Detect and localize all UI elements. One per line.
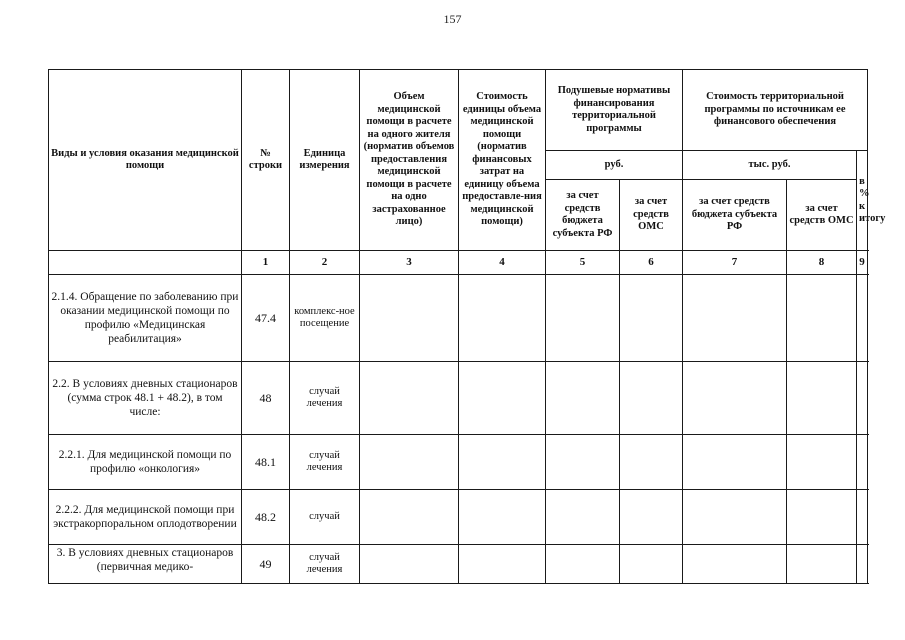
table-row <box>49 275 868 362</box>
row-unit: комплекс-ное посещение <box>290 275 360 362</box>
row-unit: случай лечения <box>290 362 360 435</box>
empty-cell <box>360 435 459 490</box>
header-unit: Единица измерения <box>290 70 360 251</box>
row-unit: случай <box>290 490 360 545</box>
column-number: 3 <box>360 251 459 275</box>
column-number: 2 <box>290 251 360 275</box>
empty-cell <box>459 435 546 490</box>
empty-cell <box>459 545 546 584</box>
header-budget-subject-thous: за счет средств бюджета субъекта РФ <box>683 180 787 251</box>
header-volume: Объем медицинской помощи в расчете на одного жителя (норматив объемов предоставления медицинской помощи в расчете на одно застрахованное лицо) <box>360 70 459 251</box>
empty-cell <box>683 275 787 362</box>
empty-cell <box>546 545 620 584</box>
row-code: 48.2 <box>242 490 290 545</box>
row-unit: случай лечения <box>290 545 360 584</box>
column-number-blank <box>49 251 242 275</box>
row-label: 2.1.4. Обращение по заболеванию при оказании медицинской помощи по профилю «Медицинская реабилитация» <box>49 275 242 362</box>
header-program-cost: Стоимость территориальной программы по источникам ее финансового обеспечения <box>683 70 868 151</box>
header-per-capita: Подушевые нормативы финансирования территориальной программы <box>546 70 683 151</box>
empty-cell <box>360 275 459 362</box>
row-code: 49 <box>242 545 290 584</box>
empty-cell <box>546 362 620 435</box>
empty-cell <box>546 435 620 490</box>
empty-cell <box>620 490 683 545</box>
header-budget-subject-rub: за счет средств бюджета субъекта РФ <box>546 180 620 251</box>
empty-cell <box>620 362 683 435</box>
row-label: 2.2.1. Для медицинской помощи по профилю «онкология» <box>49 435 242 490</box>
row-code: 48 <box>242 362 290 435</box>
column-number: 7 <box>683 251 787 275</box>
row-label: 3. В условиях дневных стационаров (первичная медико- <box>49 545 242 584</box>
table-row <box>49 490 868 545</box>
table-row <box>49 362 868 435</box>
header-oms-thous: за счет средств ОМС <box>787 180 857 251</box>
empty-cell <box>683 435 787 490</box>
column-number: 6 <box>620 251 683 275</box>
empty-cell <box>787 362 857 435</box>
empty-cell <box>459 490 546 545</box>
empty-cell <box>546 490 620 545</box>
table-row <box>49 435 868 490</box>
page-number: 157 <box>443 12 462 26</box>
empty-cell <box>857 545 868 584</box>
column-number: 5 <box>546 251 620 275</box>
row-unit: случай лечения <box>290 435 360 490</box>
empty-cell <box>787 545 857 584</box>
empty-cell <box>620 275 683 362</box>
empty-cell <box>683 545 787 584</box>
header-row-number: № строки <box>242 70 290 251</box>
row-code: 48.1 <box>242 435 290 490</box>
empty-cell <box>360 362 459 435</box>
empty-cell <box>620 435 683 490</box>
empty-cell <box>787 490 857 545</box>
empty-cell <box>857 435 868 490</box>
medical-care-table <box>48 69 886 584</box>
empty-cell <box>683 362 787 435</box>
table-row <box>49 545 868 584</box>
header-thous-rub: тыс. руб. <box>683 151 857 180</box>
header-oms-rub: за счет средств ОМС <box>620 180 683 251</box>
empty-cell <box>857 362 868 435</box>
empty-cell <box>787 435 857 490</box>
column-number: 8 <box>787 251 857 275</box>
column-number: 9 <box>857 251 868 275</box>
empty-cell <box>459 275 546 362</box>
row-label: 2.2. В условиях дневных стационаров (сумма строк 48.1 + 48.2), в том числе: <box>49 362 242 435</box>
column-number: 4 <box>459 251 546 275</box>
header-percent: в % к итогу <box>857 151 868 251</box>
empty-cell <box>459 362 546 435</box>
empty-cell <box>360 545 459 584</box>
empty-cell <box>683 490 787 545</box>
empty-cell <box>546 275 620 362</box>
empty-cell <box>857 275 868 362</box>
column-number: 1 <box>242 251 290 275</box>
empty-cell <box>857 490 868 545</box>
row-label: 2.2.2. Для медицинской помощи при экстракорпоральном оплодотворении <box>49 490 242 545</box>
empty-cell <box>787 275 857 362</box>
header-rub: руб. <box>546 151 683 180</box>
empty-cell <box>620 545 683 584</box>
header-kinds: Виды и условия оказания медицинской помощи <box>49 70 242 251</box>
header-unit-cost: Стоимость единицы объема медицинской помощи (норматив финансовых затрат на единицу объема предоставле-ния медицинской помощи) <box>459 70 546 251</box>
empty-cell <box>360 490 459 545</box>
row-code: 47.4 <box>242 275 290 362</box>
